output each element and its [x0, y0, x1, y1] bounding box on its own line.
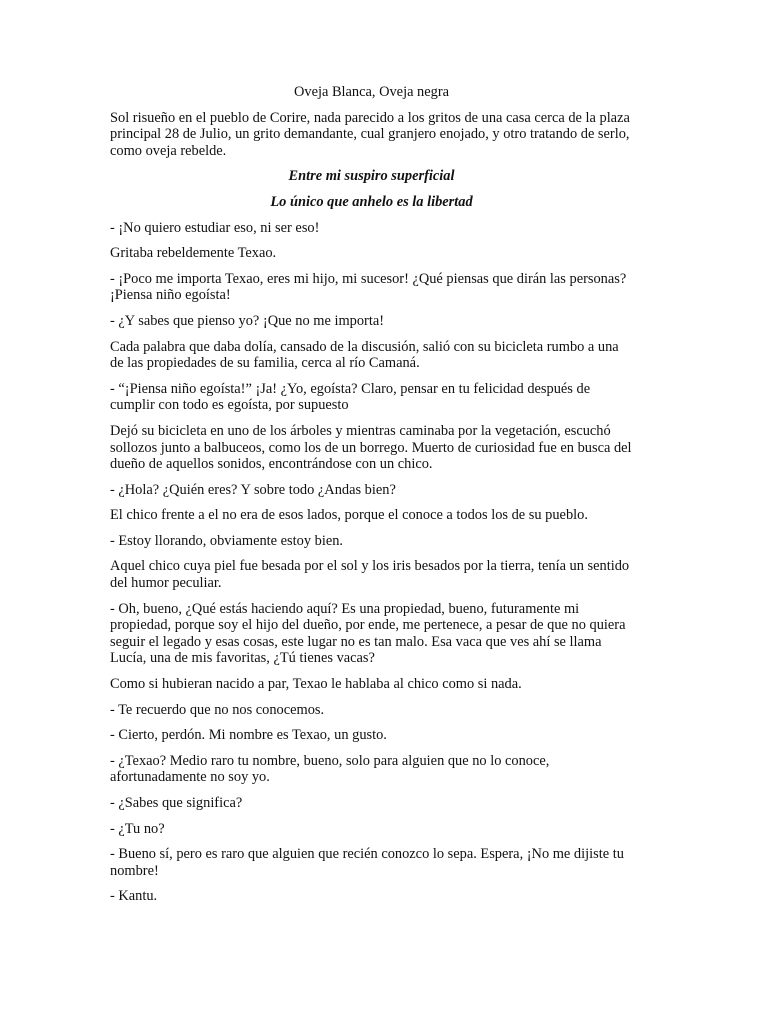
document-title: Oveja Blanca, Oveja negra — [293, 84, 450, 100]
paragraph: - “¡Piensa niño egoísta!” ¡Ja! ¿Yo, egoísta? Claro, pensar en tu felicidad después de cumplir con todo es egoísta, por supuesto — [110, 380, 591, 414]
paragraph: - ¡No quiero estudiar eso, ni ser eso! — [110, 219, 320, 236]
paragraph: - ¡Poco me importa Texao, eres mi hijo, mi sucesor! ¿Qué piensas que dirán las personas? ¡Piensa niño egoísta! — [110, 270, 627, 304]
paragraph: - Kantu. — [110, 888, 158, 905]
paragraph: Gritaba rebeldemente Texao. — [110, 245, 277, 262]
verse-line: Lo único que anhelo es la libertad — [270, 193, 473, 210]
paragraph: Como si hubieran nacido a par, Texao le hablaba al chico como si nada. — [110, 676, 522, 693]
paragraph: Aquel chico cuya piel fue besada por el sol y los iris besados por la tierra, tenía un sentido del humor peculiar. — [110, 558, 630, 592]
paragraph: - Cierto, perdón. Mi nombre es Texao, un gusto. — [110, 727, 387, 744]
paragraph: El chico frente a el no era de esos lados, porque el conoce a todos los de su pueblo. — [110, 507, 588, 524]
paragraph: - Estoy llorando, obviamente estoy bien. — [110, 532, 343, 549]
paragraph: - ¿Tu no? — [110, 820, 165, 837]
paragraph: Dejó su bicicleta en uno de los árboles y mientras caminaba por la vegetación, escuchó sollozos junto a balbuceos, como los de un borrego. Muerto de curiosidad fue en busca del dueño de aquellos sonidos, encontrándose con un chico. — [110, 422, 632, 473]
paragraph: - ¿Sabes que significa? — [110, 795, 243, 811]
paragraph: - Bueno sí, pero es raro que alguien que recién conozco lo sepa. Espera, ¡No me dijiste tu nombre! — [110, 846, 624, 879]
verse-line: Entre mi suspiro superficial — [288, 168, 455, 185]
paragraph: - ¿Hola? ¿Quién eres? Y sobre todo ¿Andas bien? — [110, 481, 396, 498]
paragraph: - Oh, bueno, ¿Qué estás haciendo aquí? Es una propiedad, bueno, futuramente mi propiedad, porque soy el hijo del dueño, por ende, me pertenece, a pesar de que no quiera seguir el legado y esas cosas, este lugar no es tan malo. Esa vaca que ves ahí se llama Lucía, una de mis favoritas, ¿Tú tienes vacas? — [110, 600, 626, 667]
paragraph: - ¿Y sabes que pienso yo? ¡Que no me importa! — [110, 312, 385, 329]
paragraph: - Te recuerdo que no nos conocemos. — [110, 701, 325, 718]
document-body — [110, 84, 633, 914]
intro-paragraph: Sol risueño en el pueblo de Corire, nada parecido a los gritos de una casa cerca de la plaza principal 28 de Julio, un grito demandante, cual granjero enojado, y otro tratando de serlo, como oveja rebelde. — [110, 109, 630, 159]
paragraph: Cada palabra que daba dolía, cansado de la discusión, salió con su bicicleta rumbo a una de las propiedades de su familia, cerca al río Camaná. — [110, 338, 619, 372]
paragraph: - ¿Texao? Medio raro tu nombre, bueno, solo para alguien que no lo conoce, afortunadamente no soy yo. — [110, 752, 550, 786]
